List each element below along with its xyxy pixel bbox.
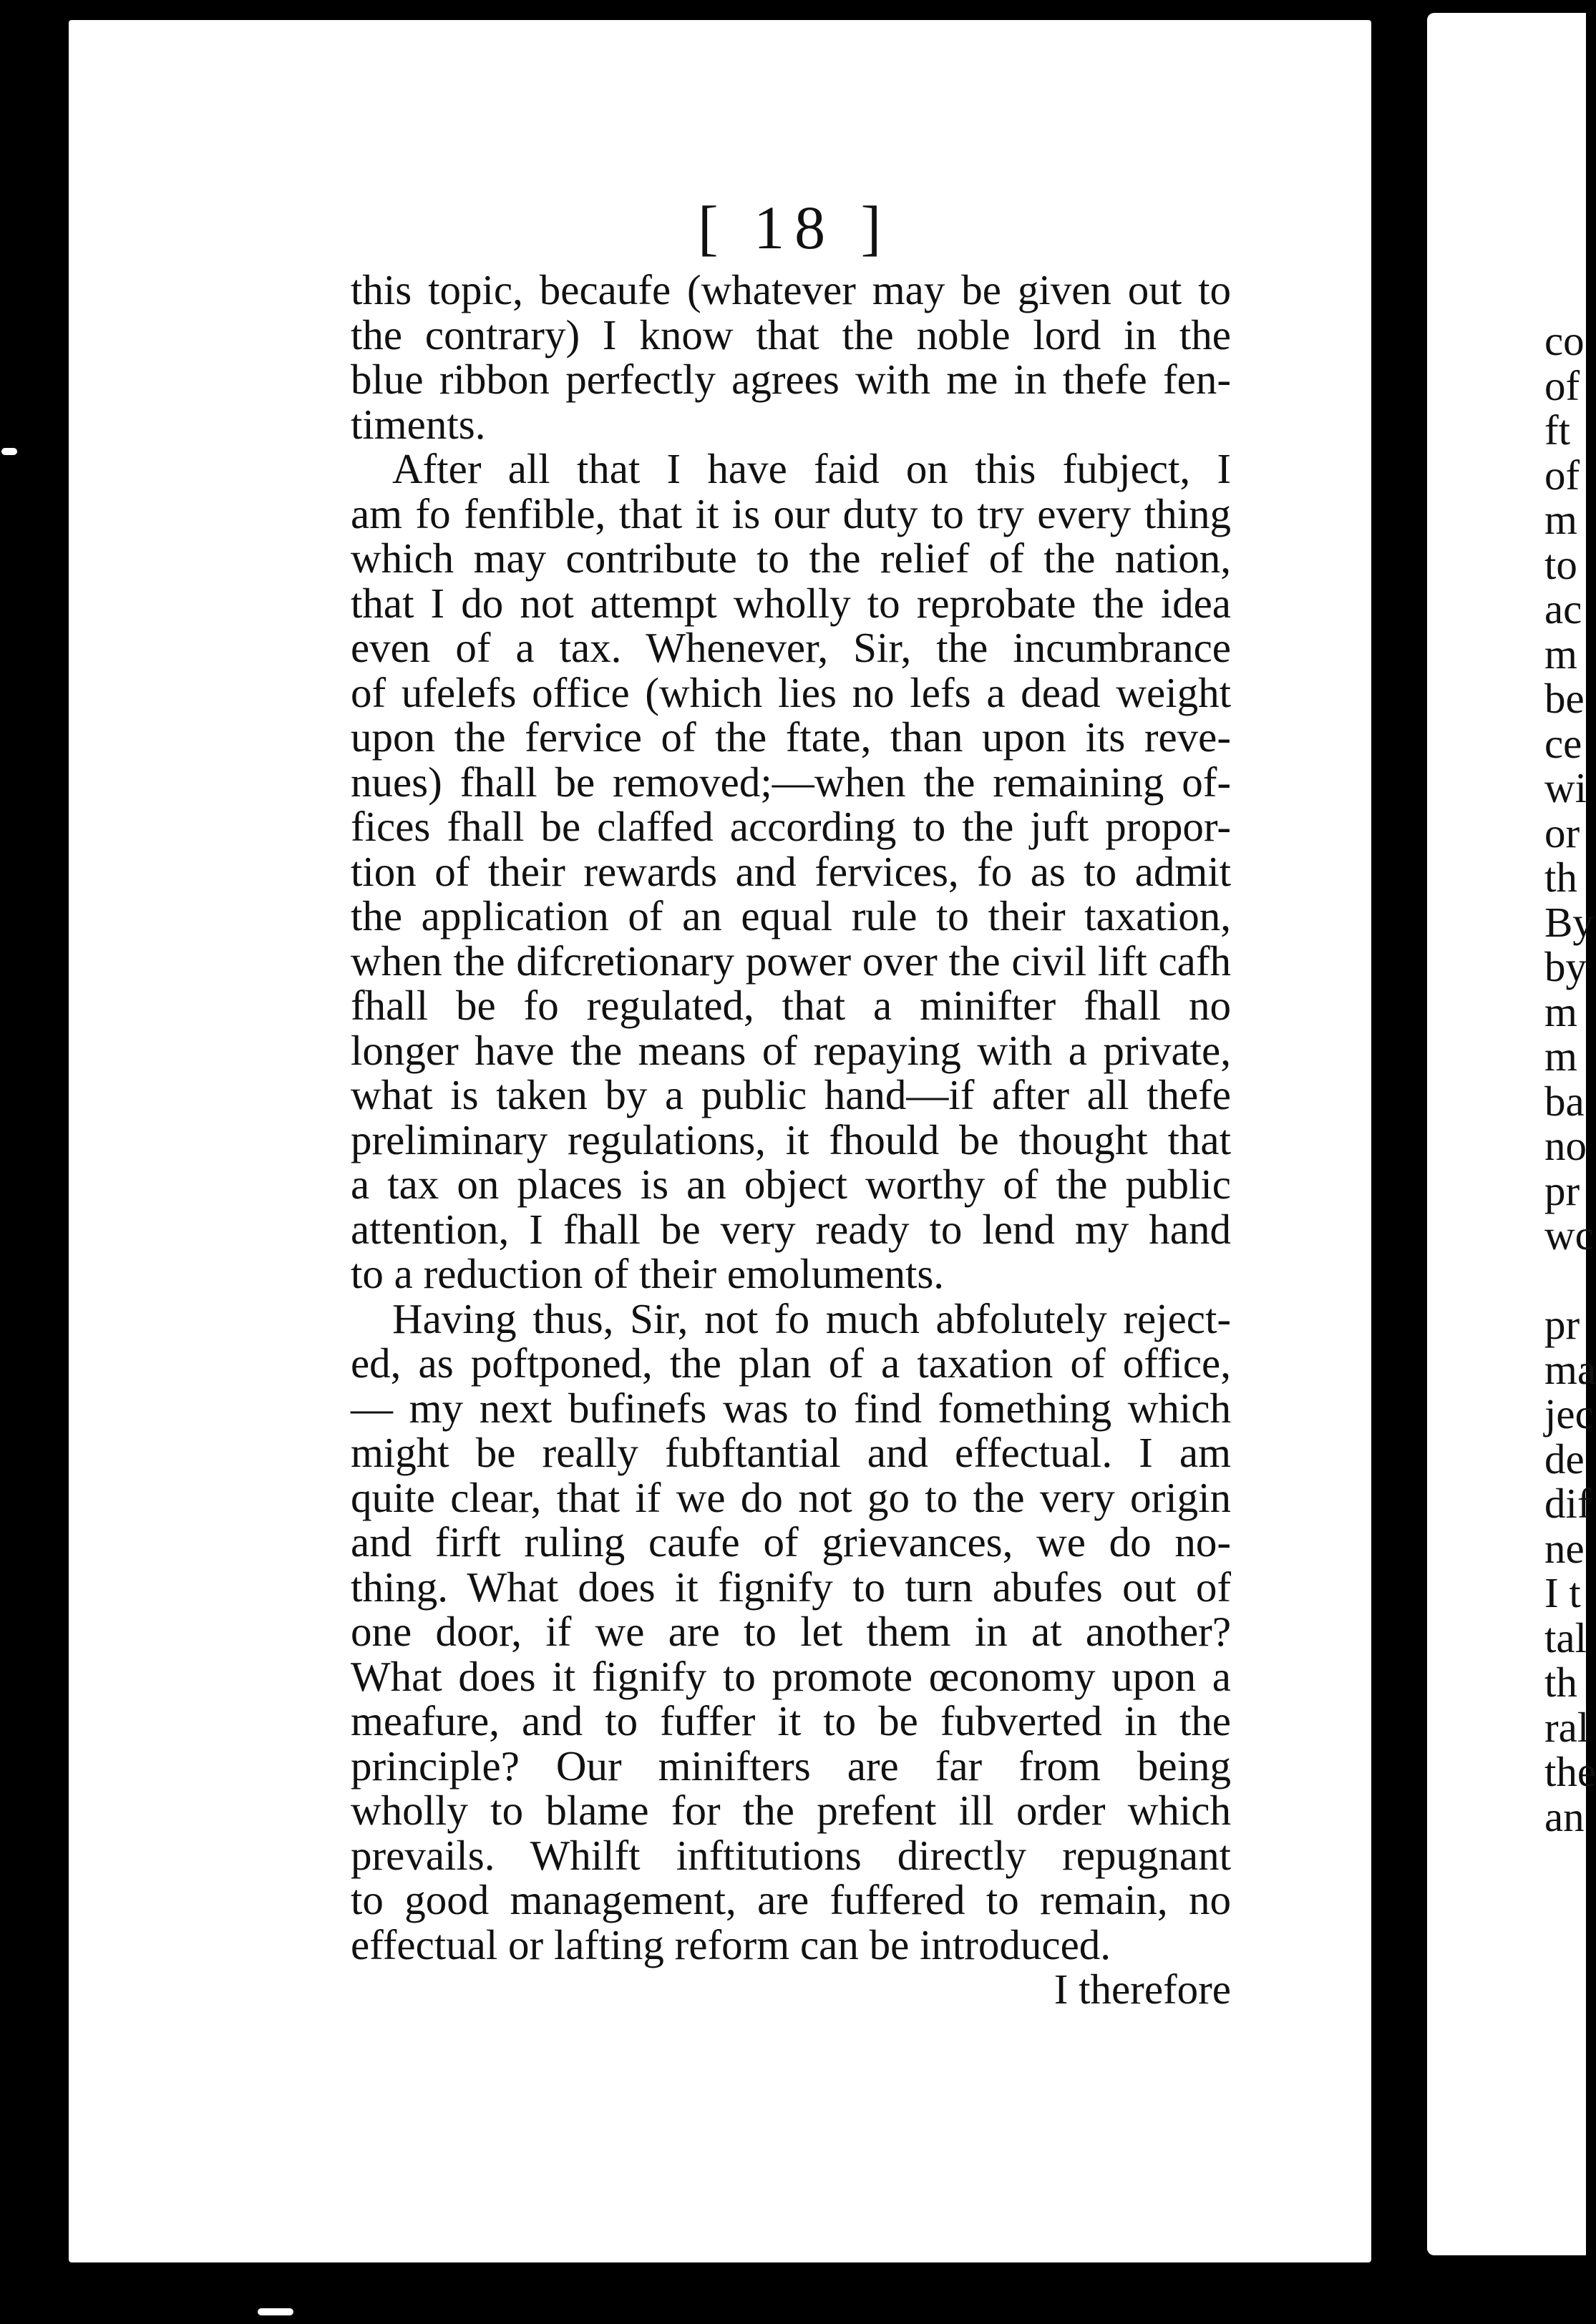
fragment-line: m [1544,1032,1577,1080]
text-line: nues) fhall be removed;—when the remaining of- [351,758,1231,806]
text-line: effectual or lafting reform can be introduced. [351,1920,1111,1968]
fragment-line: by [1544,943,1587,990]
text-line: which may contribute to the relief of the nation, [351,534,1231,582]
fragment-line: de [1544,1435,1585,1483]
fragment-line: ba [1544,1077,1585,1125]
fragment-gap [1544,1258,1587,1303]
text-line: quite clear, that if we do not go to the very origin [351,1473,1231,1521]
text-line: what is taken by a public hand—if after all thefe [351,1071,1231,1118]
text-line: prevails. Whilft inftitutions directly repugnant [351,1831,1231,1879]
fragment-line: th [1544,1659,1577,1706]
fragment-line: I t [1544,1569,1581,1616]
text-line: preliminary regulations, it fhould be thought that [351,1115,1231,1163]
fragment-line: ma [1544,1345,1596,1393]
fragment-line: no [1544,1122,1587,1169]
fragment-line: m [1544,496,1577,543]
text-line: ed, as poftponed, the plan of a taxation of office, [351,1339,1231,1387]
text-line: might be really fubftantial and effectual. I am [351,1429,1231,1476]
text-line: attention, I fhall be very ready to lend my hand [351,1205,1231,1253]
facing-page-text [1544,317,1596,1840]
text-line: Having thus, Sir, not fo much abfolutely reject- [392,1294,1231,1342]
fragment-line: to [1544,540,1577,588]
fragment-line: an [1544,1792,1585,1840]
text-line: even of a tax. Whenever, Sir, the incumbrance [351,624,1231,671]
fragment-line: ft [1544,406,1571,454]
text-line: am fo fenfible, that it is our duty to try every thing [351,489,1231,537]
fragment-line: be [1544,675,1585,722]
text-line: the application of an equal rule to their taxation, [351,892,1231,939]
fragment-line: pr [1544,1166,1580,1214]
fragment-line: jec [1544,1390,1594,1437]
fragment-line: pr [1544,1301,1580,1348]
text-line: timents. [351,400,486,448]
text-line: After all that I have faid on this fubject, I [392,445,1231,492]
text-line: What does it fignify to promote œconomy upon a [351,1652,1231,1700]
text-line: tion of their rewards and fervices, fo as to admit [351,847,1231,895]
page-speck [1,448,17,455]
text-line: blue ribbon perfectly agrees with me in thefe fen- [351,356,1231,403]
text-line: this topic, becaufe (whatever may be given out to [351,266,1231,313]
text-line: thing. What does it fignify to turn abufes out of [351,1563,1231,1611]
fragment-line: co [1544,317,1585,364]
catchword: I therefore [1054,1966,1231,2013]
fragment-line: dif [1544,1480,1592,1527]
fragment-line: ral [1544,1703,1590,1751]
fragment-line: the [1544,1748,1596,1795]
text-line: a tax on places is an object worthy of the public [351,1161,1231,1208]
text-line: that I do not attempt wholly to reprobate the idea [351,579,1231,627]
fragment-line: of [1544,451,1580,499]
page-speck [258,2308,293,2315]
text-line: and firft ruling caufe of grievances, we do no- [351,1518,1231,1566]
text-line: upon the fervice of the ftate, than upon its reve- [351,713,1231,761]
text-line: longer have the means of repaying with a private, [351,1026,1231,1074]
page-number: [ 18 ] [698,193,892,262]
text-line: fhall be fo regulated, that a minifter fhall no [351,982,1231,1029]
text-line: to a reduction of their emoluments. [351,1250,945,1297]
text-line: when the difcretionary power over the civil lift cafh [351,937,1231,985]
fragment-line: ce [1544,719,1582,767]
fragment-line: ac [1544,585,1582,633]
text-line: principle? Our minifters are far from being [351,1742,1231,1790]
fragment-line: m [1544,987,1577,1035]
text-line: — my next bufinefs was to find fomething which [351,1384,1231,1432]
fragment-line: wc [1544,1211,1594,1259]
fragment-line: of [1544,361,1580,409]
fragment-line: tal [1544,1613,1587,1661]
text-line: fices fhall be claffed according to the juft propor- [351,803,1231,850]
text-line: the contrary) I know that the noble lord in the [351,311,1231,358]
fragment-line: By [1544,898,1594,946]
text-line: wholly to blame for the prefent ill order which [351,1787,1231,1834]
fragment-line: th [1544,854,1577,901]
text-line: meafure, and to fuffer it to be fubverted in the [351,1697,1231,1744]
body-text [351,268,1231,2012]
fragment-line: m [1544,630,1577,678]
text-line: one door, if we are to let them in at another? [351,1608,1231,1655]
text-line: of ufelefs office (which lies no lefs a dead weight [351,668,1231,716]
text-line: to good management, are fuffered to remain, no [351,1876,1231,1923]
fragment-line: or [1544,809,1580,856]
fragment-line: wi [1544,764,1587,811]
fragment-line: ne [1544,1524,1585,1572]
